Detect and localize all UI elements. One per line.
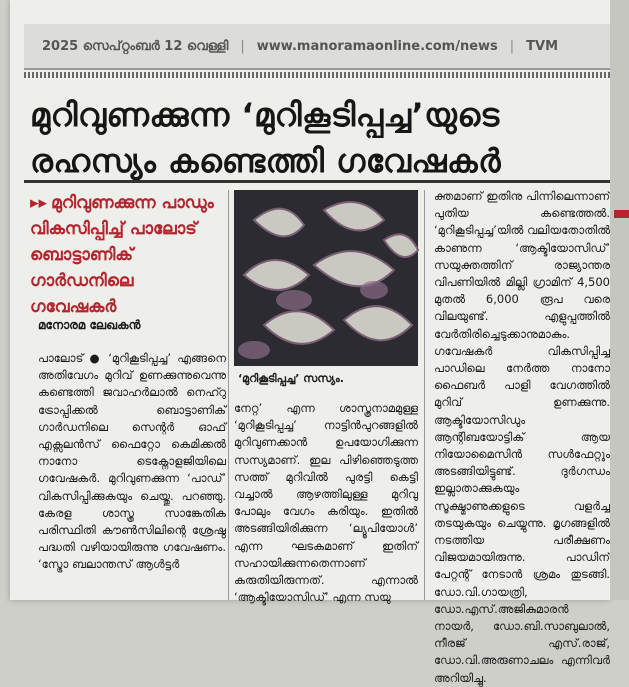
plant-leaves-image: [234, 190, 418, 366]
headline: മുറിവുണക്കുന്ന ‘മുറികൂടിപ്പച്ച’യുടെ രഹസ്യം കണ്ടെത്തി ഗവേഷകർ: [30, 96, 501, 180]
issue-date: 2025 സെപ്റ്റംബർ 12 വെള്ളി: [42, 38, 229, 54]
adjacent-accent-mark: [614, 210, 629, 218]
website-url: www.manoramaonline.com/news: [256, 38, 498, 54]
newspaper-page: [10, 0, 611, 685]
photo-caption: ‘മുറികൂടിപ്പച്ച’ സസ്യം.: [238, 372, 344, 385]
page-header: [24, 24, 610, 70]
column-divider: [228, 190, 229, 600]
article-column-1: പാലോട് ● ‘മുറികൂടിപ്പച്ച’ എങ്ങനെ അതിവേഗം മുറിവ് ഉണക്കുന്നുവെന്നു കണ്ടെത്തി ജവാഹർലാൽ നെഹ്റു ട്രോപ്പിക്കൽ ബൊട്ടാണിക് ഗാർഡനിലെ സെന്റർ ഓഫ് എക്സലൻസ് ഫൈറ്റോ കെമിക്കൽ നാനോ ടെക്നോളജിയിലെ ഗവേഷകർ. മുറിവുണക്കുന്ന ‘പാഡ്’ വികസിപ്പിക്കുകയും ചെയ്തു. പറഞ്ഞു. കേരള ശാസ്ത്ര സാങ്കേതിക പരിസ്ഥിതി കൗൺസിലിന്റെ ശ്രേഷ്ഠ പദ്ധതി വഴിയായിരുന്നു ഗവേഷണം. ‘സ്ട്രോ ബലാന്തസ് ആൾട്ടർ: [38, 351, 226, 572]
article-column-3: ക്തമാണ് ഇതിനു പിന്നിലെന്നാണ് പുതിയ കണ്ടെത്തൽ. ‘മുറികൂടിപ്പച്ച’യിൽ വലിയതോതിൽ കാണുന്ന ‘ആക്ടിയോസിഡ്’ സയുക്തത്തിന് രാജ്യാന്തര വിപണിയിൽ മില്ലി ഗ്രാമിന് 4,500 മുതൽ 6,000 രൂപ വരെ വിലയുണ്ട്. എളുപ്പത്തിൽ വേർതിരിച്ചെടുക്കാനുമാകും. ഗവേഷകർ വികസിപ്പിച്ച പാഡിലെ നേർത്ത നാനോ ഫൈബർ പാളി വേഗത്തിൽ മുറിവ് ഉണക്കുന്നു. ആക്ടിയോസിഡും ആന്റിബയോട്ടിക് ആയ നിയോമൈസിൻ സൾഫേറ്റും അടങ്ങിയിട്ടുണ്ട്. ദുർഗന്ധം ഇല്ലാതാക്കുകയും സൂക്ഷ്മാണുക്കളുടെ വളർച്ച തടയുകയും ചെയ്യുന്നു. മൃഗങ്ങളിൽ നടത്തിയ പരീക്ഷണം വിജയമായിരുന്നു. പാഡിന് പേറ്റന്റ് നേടാൻ ശ്രമം തുടങ്ങി. ഡോ.വി.ഗായത്രി, ഡോ.എസ്.അജികുമാരൻ നായർ, ഡോ.ബി.സാബുലാൽ, നീരജ് എസ്.രാജ്, ഡോ.വി.അരുണാചലം എന്നിവർ അറിയിച്ചു.: [434, 189, 611, 685]
column-divider: [424, 190, 425, 600]
adjacent-page-edge: [610, 0, 629, 600]
plant-photo: [234, 190, 418, 366]
headline-rule: [24, 180, 610, 183]
edition-city: TVM: [526, 38, 559, 54]
deck: [30, 190, 220, 320]
deck-text: മുറിവുണക്കുന്ന പാഡും വികസിപ്പിച്ച് പാലോട് ബൊട്ടാണിക് ഗാർഡനിലെ ഗവേഷകർ: [30, 193, 214, 317]
article-column-2: നേറ്റ’ എന്ന ശാസ്ത്രനാമമുള്ള ‘മുറികൂടിപ്പച്ച’ നാട്ടിൻപുറങ്ങളിൽ മുറിവുണക്കാൻ ഉപയോഗിക്കുന്ന സസ്യമാണ്. ഇല പിഴിഞ്ഞെടുത്ത സത്ത് മുറിവിൽ പുരട്ടി കെട്ടി വച്ചാൽ ആഴത്തിലുള്ള മുറിവു പോലും വേഗം കരിയും. ഇതിൽ അടങ്ങിയിരിക്കുന്ന ‘ല്യൂപിയോൾ’ എന്ന ഘടകമാണ് ഇതിന് സഹായിക്കുന്നതെന്നാണ് കരുതിയിരുന്നത്. എന്നാൽ ‘ആക്ടിയോസിഡ്’ എന്ന സയു: [234, 401, 418, 605]
dotted-rule: [24, 72, 610, 78]
header-divider: |: [509, 38, 515, 54]
double-arrow-icon: ▸▸: [30, 193, 48, 213]
byline: മനോരമ ലേഖകൻ: [38, 318, 141, 332]
header-divider: |: [240, 38, 245, 54]
